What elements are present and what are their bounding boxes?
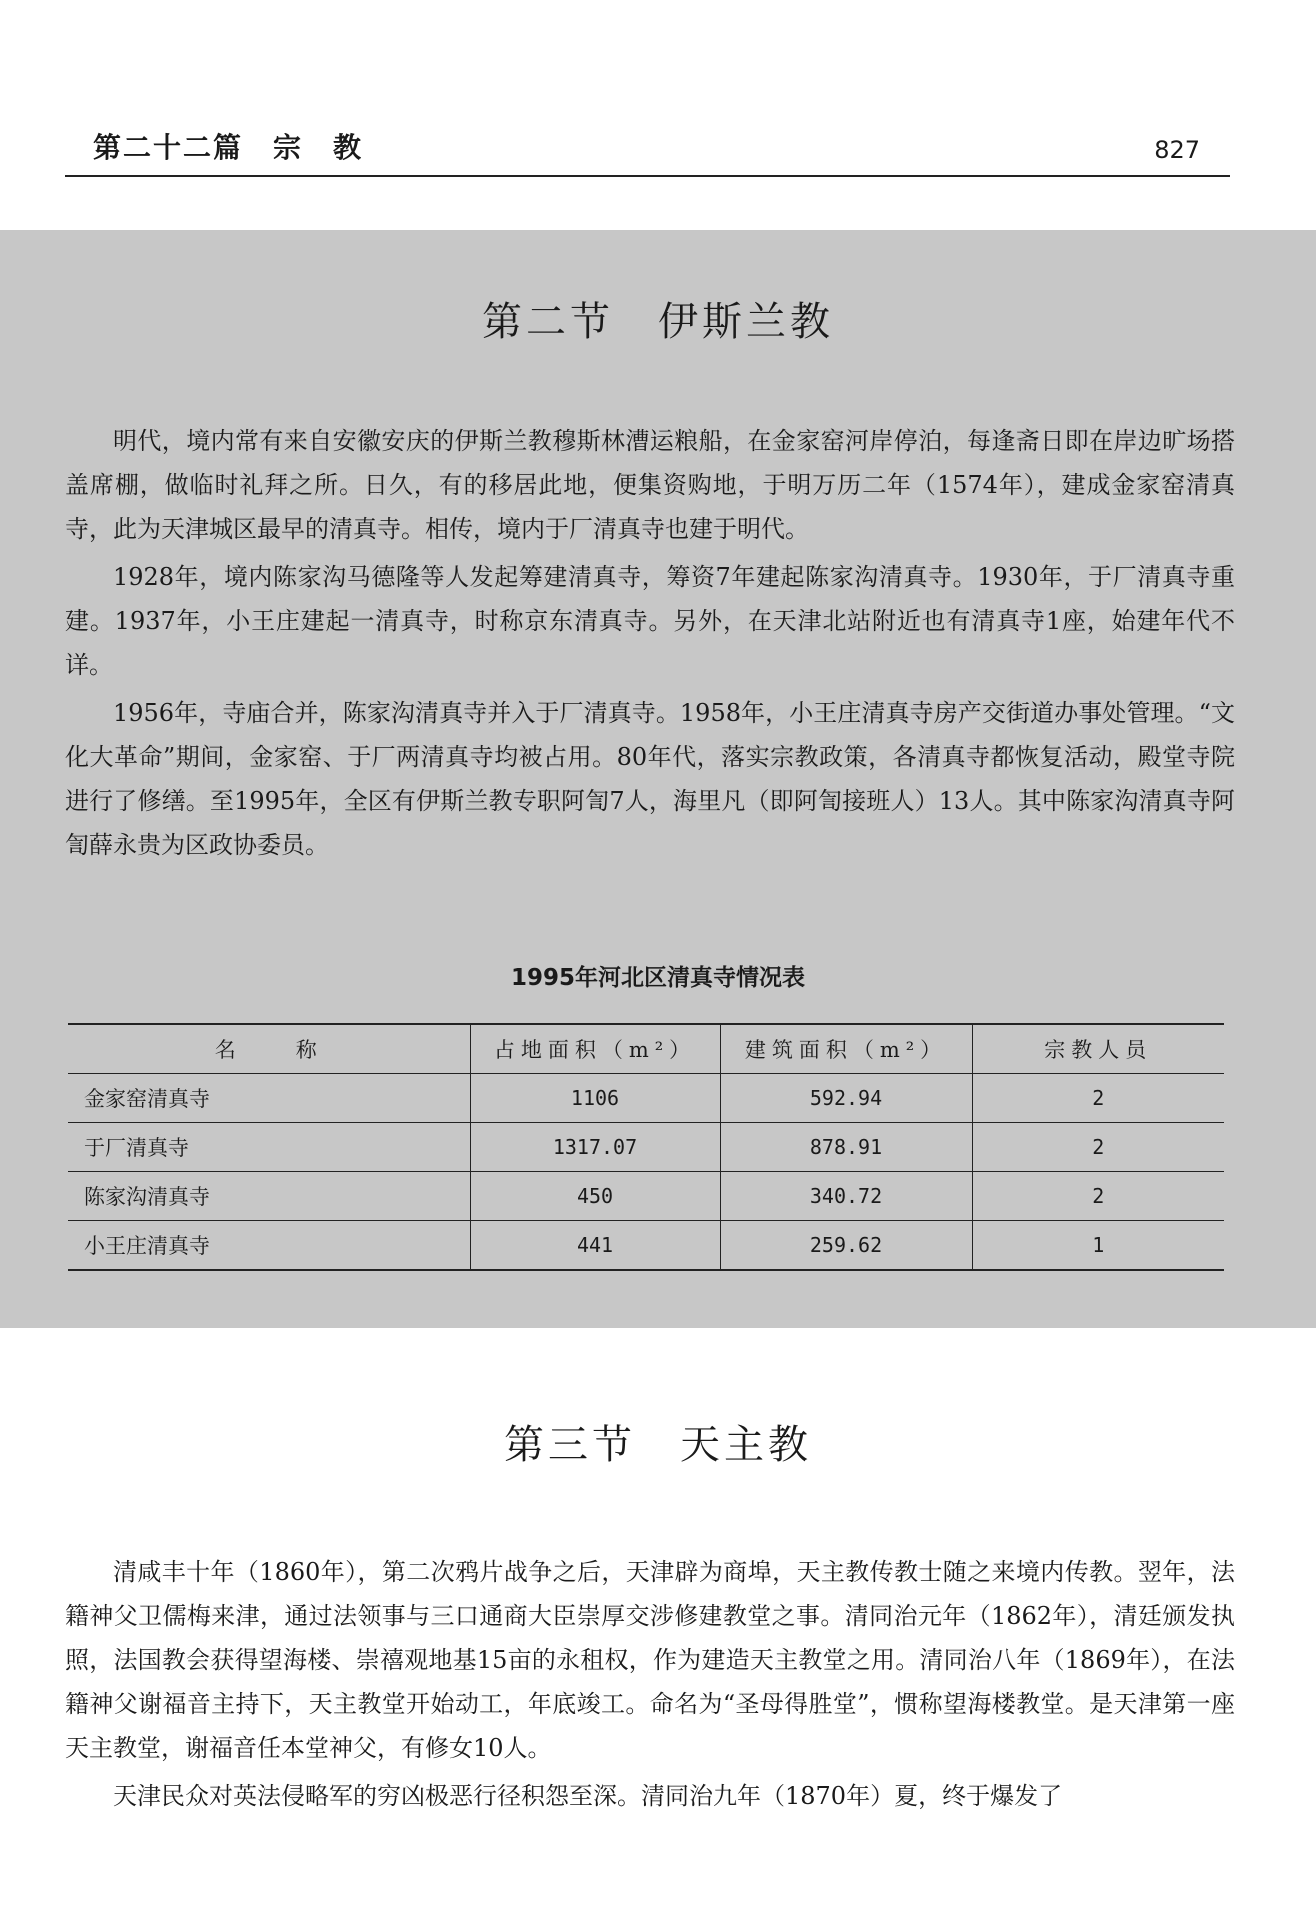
- table-title: 1995年河北区清真寺情况表: [510, 965, 805, 991]
- table-row: [68, 1172, 1224, 1221]
- paragraph: 明代，境内常有来自安徽安庆的伊斯兰教穆斯林漕运粮船，在金家窑河岸停泊，每逢斋日即在岸边旷场搭盖席棚，做临时礼拜之所。日久，有的移居此地，便集资购地，于明万历二年（1574年），建成金家窑清真寺，此为天津城区最早的清真寺。相传，境内于厂清真寺也建于明代。: [65, 427, 1235, 543]
- section-3-title: 第三节 天主教: [504, 1422, 812, 1468]
- cell-building-area: 878.91: [720, 1123, 972, 1172]
- column-header-land-area: 占地面积（m²）: [470, 1024, 720, 1074]
- table-header-row: [68, 1024, 1224, 1074]
- cell-staff: 2: [972, 1074, 1224, 1123]
- paragraph: 1928年，境内陈家沟马德隆等人发起筹建清真寺，筹资7年建起陈家沟清真寺。1930年，于厂清真寺重建。1937年，小王庄建起一清真寺，时称京东清真寺。另外，在天津北站附近也有清真寺1座，始建年代不详。: [65, 563, 1235, 679]
- cell-name: 金家窑清真寺: [68, 1074, 470, 1123]
- cell-name: 陈家沟清真寺: [68, 1172, 470, 1221]
- cell-land-area: 1106: [470, 1074, 720, 1123]
- cell-building-area: 259.62: [720, 1221, 972, 1271]
- cell-staff: 1: [972, 1221, 1224, 1271]
- cell-staff: 2: [972, 1172, 1224, 1221]
- column-header-building-area: 建筑面积（m²）: [720, 1024, 972, 1074]
- chapter-title: 第二十二篇 宗 教: [93, 131, 364, 164]
- paragraph: 1956年，寺庙合并，陈家沟清真寺并入于厂清真寺。1958年，小王庄清真寺房产交街道办事处管理。“文化大革命”期间，金家窑、于厂两清真寺均被占用。80年代，落实宗教政策，各清真寺都恢复活动，殿堂寺院进行了修缮。至1995年，全区有伊斯兰教专职阿訇7人，海里凡（即阿訇接班人）13人。其中陈家沟清真寺阿訇薛永贵为区政协委员。: [65, 699, 1235, 859]
- mosque-table: [68, 1023, 1224, 1271]
- section-2-title: 第二节 伊斯兰教: [482, 299, 834, 345]
- header-divider: [65, 175, 1230, 177]
- cell-land-area: 1317.07: [470, 1123, 720, 1172]
- section-2-body: [65, 419, 1235, 871]
- section-3-body: [65, 1550, 1235, 1822]
- cell-land-area: 441: [470, 1221, 720, 1271]
- running-header: [65, 128, 1230, 178]
- page-number: 827: [1154, 136, 1200, 164]
- cell-name: 小王庄清真寺: [68, 1221, 470, 1271]
- column-header-name: 名 称: [68, 1024, 470, 1074]
- column-header-staff: 宗教人员: [972, 1024, 1224, 1074]
- table-row: [68, 1123, 1224, 1172]
- table-row: [68, 1221, 1224, 1271]
- paragraph: 清咸丰十年（1860年），第二次鸦片战争之后，天津辟为商埠，天主教传教士随之来境内传教。翌年，法籍神父卫儒梅来津，通过法领事与三口通商大臣崇厚交涉修建教堂之事。清同治元年（1862年），清廷颁发执照，法国教会获得望海楼、崇禧观地基15亩的永租权，作为建造天主教堂之用。清同治八年（1869年），在法籍神父谢福音主持下，天主教堂开始动工，年底竣工。命名为“圣母得胜堂”，惯称望海楼教堂。是天津第一座天主教堂，谢福音任本堂神父，有修女10人。: [65, 1558, 1235, 1762]
- cell-name: 于厂清真寺: [68, 1123, 470, 1172]
- cell-building-area: 340.72: [720, 1172, 972, 1221]
- cell-building-area: 592.94: [720, 1074, 972, 1123]
- table-row: [68, 1074, 1224, 1123]
- paragraph: 天津民众对英法侵略军的穷凶极恶行径积怨至深。清同治九年（1870年）夏，终于爆发了: [113, 1782, 1063, 1810]
- cell-staff: 2: [972, 1123, 1224, 1172]
- cell-land-area: 450: [470, 1172, 720, 1221]
